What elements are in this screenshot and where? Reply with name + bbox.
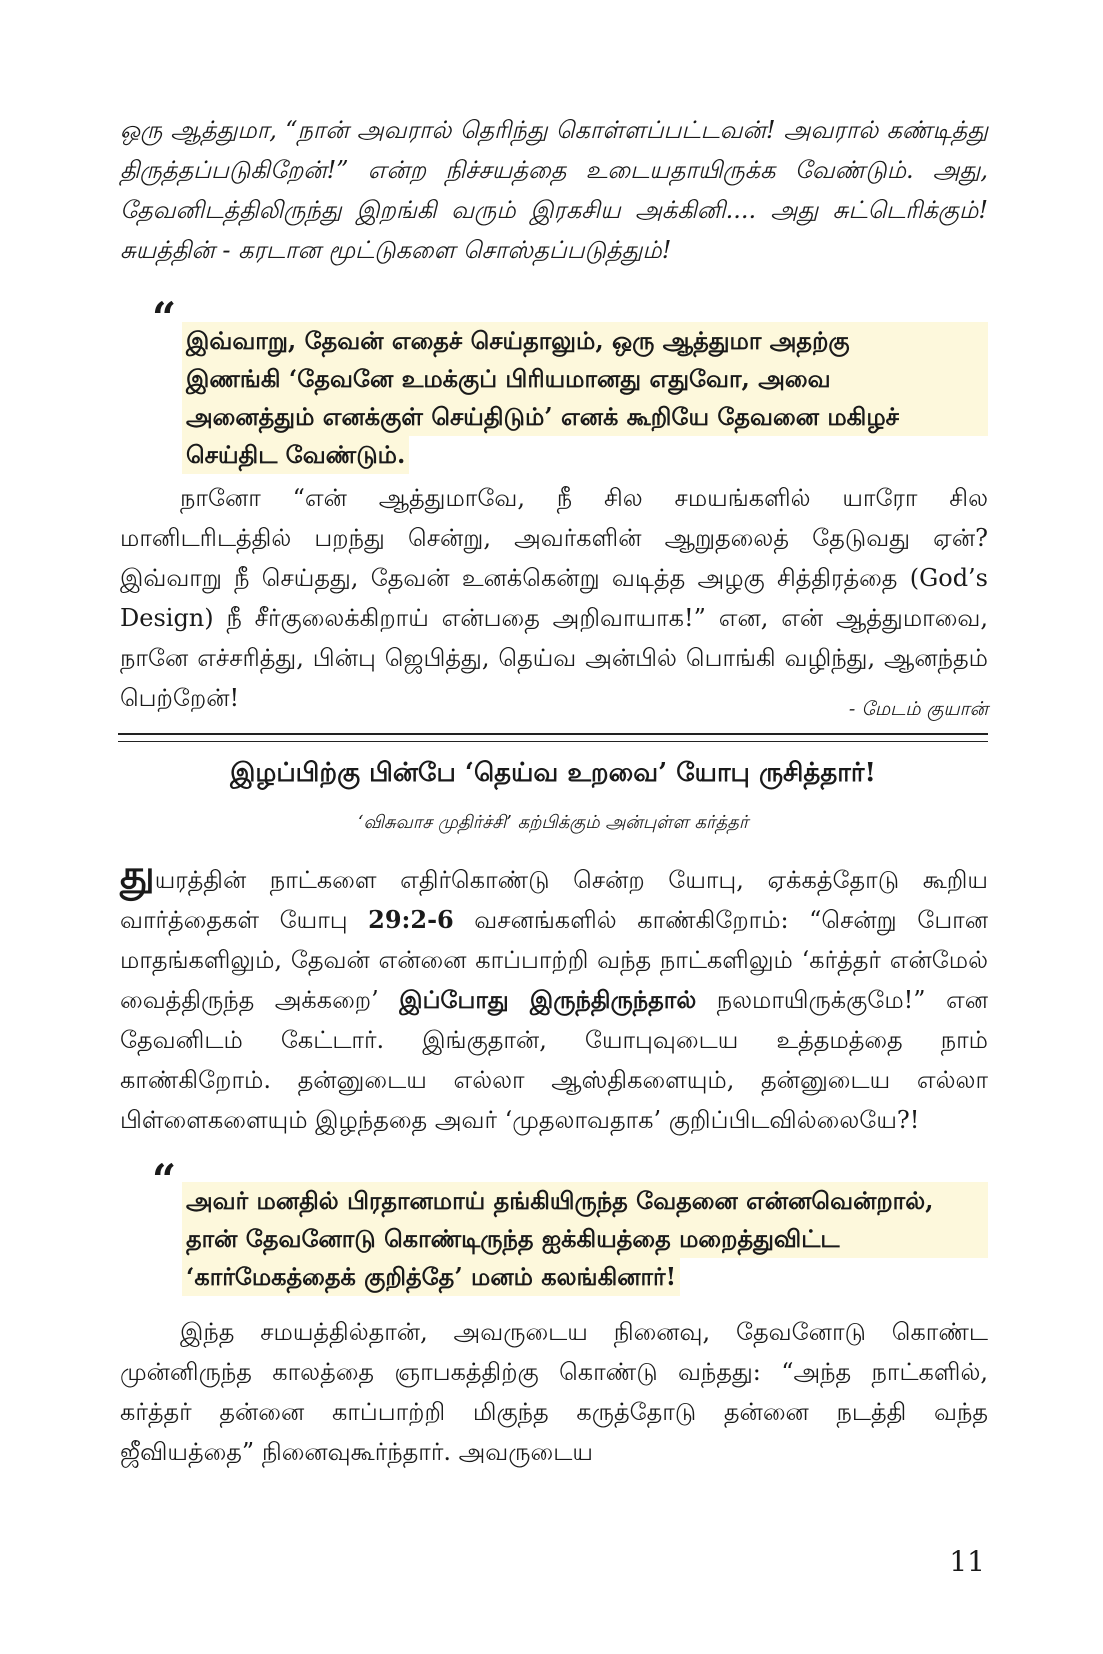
job-paragraph (120, 851, 989, 1140)
quote1-line-4: செய்திட வேண்டும். (182, 436, 409, 474)
quote-mark-icon: “ (152, 293, 177, 342)
article-subtitle: ‘விசுவாச முதிர்ச்சி’ கற்பிக்கும் அன்புள்ள கர்த்தர் (357, 812, 749, 833)
job-paragraph-text-1: யரத்தின் நாட்களை எதிர்கொண்டு சென்ற யோபு, ஏக்கத்தோடு கூறிய வார்த்தைகள் யோபு (120, 866, 988, 934)
article-title: இழப்பிற்கு பின்பே ‘தெய்வ உறவை’ யோபு ருசித்தார்! (230, 758, 876, 788)
separator-rule-top (118, 733, 988, 735)
quote1-line-3: அனைத்தும் எனக்குள் செய்திடும்’ எனக் கூறியே தேவனை மகிழச் (182, 398, 988, 436)
quote2-line-2: தான் தேவனோடு கொண்டிருந்த ஐக்கியத்தை மறைத்துவிட்ட (182, 1220, 988, 1258)
quote-mark-icon-2: “ (152, 1155, 177, 1204)
job-paragraph-text-2: வசனங்களில் காண்கிறோம்: “சென்று போன மாதங்களிலும், தேவன் என்னை காப்பாற்றி வந்த நாட்களிலும் ‘கர்த்தர் என்மேல் வைத்திருந்த அக்கறை’ (120, 906, 988, 1014)
intro-paragraph-block (120, 110, 988, 270)
quote2-line-1: அவர் மனதில் பிரதானமாய் தங்கியிருந்த வேதனை என்னவென்றால், (182, 1182, 988, 1220)
separator-rule-bottom (118, 741, 988, 742)
intro-paragraph: ஒரு ஆத்துமா, “நான் அவரால் தெரிந்து கொள்ளப்பட்டவன்! அவரால் கண்டித்து திருத்தப்படுகிறேன்!” என்ற நிச்சயத்தை உடையதாயிருக்க வேண்டும். அது, தேவனிடத்திலிருந்து இறங்கி வரும் இரகசிய அக்கினி.... அது சுட்டெரிக்கும்! சுயத்தின் - கரடான மூட்டுகளை சொஸ்தப்படுத்தும்! (120, 116, 988, 264)
scripture-reference: 29:2-6 (368, 905, 454, 934)
memory-paragraph-block (120, 1312, 988, 1472)
reflection-paragraph: நானோ “என் ஆத்துமாவே, நீ சில சமயங்களில் யாரோ சில மானிடரிடத்தில் பறந்து சென்று, அவர்களின் ஆறுதலைத் தேடுவது ஏன்? இவ்வாறு நீ செய்தது, தேவன் உனக்கென்று வடித்த அழகு சித்திரத்தை (God’s Design) நீ சீர்குலைக்கிறாய் என்பதை அறிவாயாக!” என, என் ஆத்துமாவை, நானே எச்சரித்து, பின்பு ஜெபித்து, தெய்வ அன்பில் பொங்கி வழிந்து, ஆனந்தம் பெற்றேன்! (120, 484, 988, 712)
reflection-paragraph-block (120, 478, 988, 718)
job-paragraph-text-3: நலமாயிருக்குமே!” என தேவனிடம் கேட்டார். இங்குதான், யோபுவுடைய உத்தமத்தை நாம் காண்கிறோம். தன்னுடைய எல்லா ஆஸ்திகளையும், தன்னுடைய எல்லா பிள்ளைகளையும் இழந்ததை அவர் ‘முதலாவதாக’ குறிப்பிடவில்லையே?! (120, 986, 989, 1134)
quote1-line-2: இணங்கி ‘தேவனே உமக்குப் பிரியமானது எதுவோ, அவை (182, 360, 988, 398)
quote2-line-3: ‘கார்மேகத்தைக் குறித்தே’ மனம் கலங்கினார்! (182, 1258, 680, 1296)
page-number: 11 (949, 1545, 985, 1578)
job-paragraph-block (120, 851, 989, 1140)
highlight-quote-1 (182, 322, 988, 474)
highlight-quote-2 (182, 1182, 988, 1296)
drop-cap: து (120, 851, 155, 898)
memory-paragraph: இந்த சமயத்தில்தான், அவருடைய நினைவு, தேவனோடு கொண்ட முன்னிருந்த காலத்தை ஞாபகத்திற்கு கொண்டு வந்தது: “அந்த நாட்களில், கர்த்தர் தன்னை காப்பாற்றி மிகுந்த கருத்தோடு தன்னை நடத்தி வந்த ஜீவியத்தை” நினைவுகூர்ந்தார். அவருடைய (120, 1318, 988, 1466)
quote1-line-1: இவ்வாறு, தேவன் எதைச் செய்தாலும், ஒரு ஆத்துமா அதற்கு (182, 322, 988, 360)
attribution: - மேடம் குயான் (848, 698, 988, 720)
job-paragraph-bold: இப்போது இருந்திருந்தால் (399, 985, 697, 1014)
